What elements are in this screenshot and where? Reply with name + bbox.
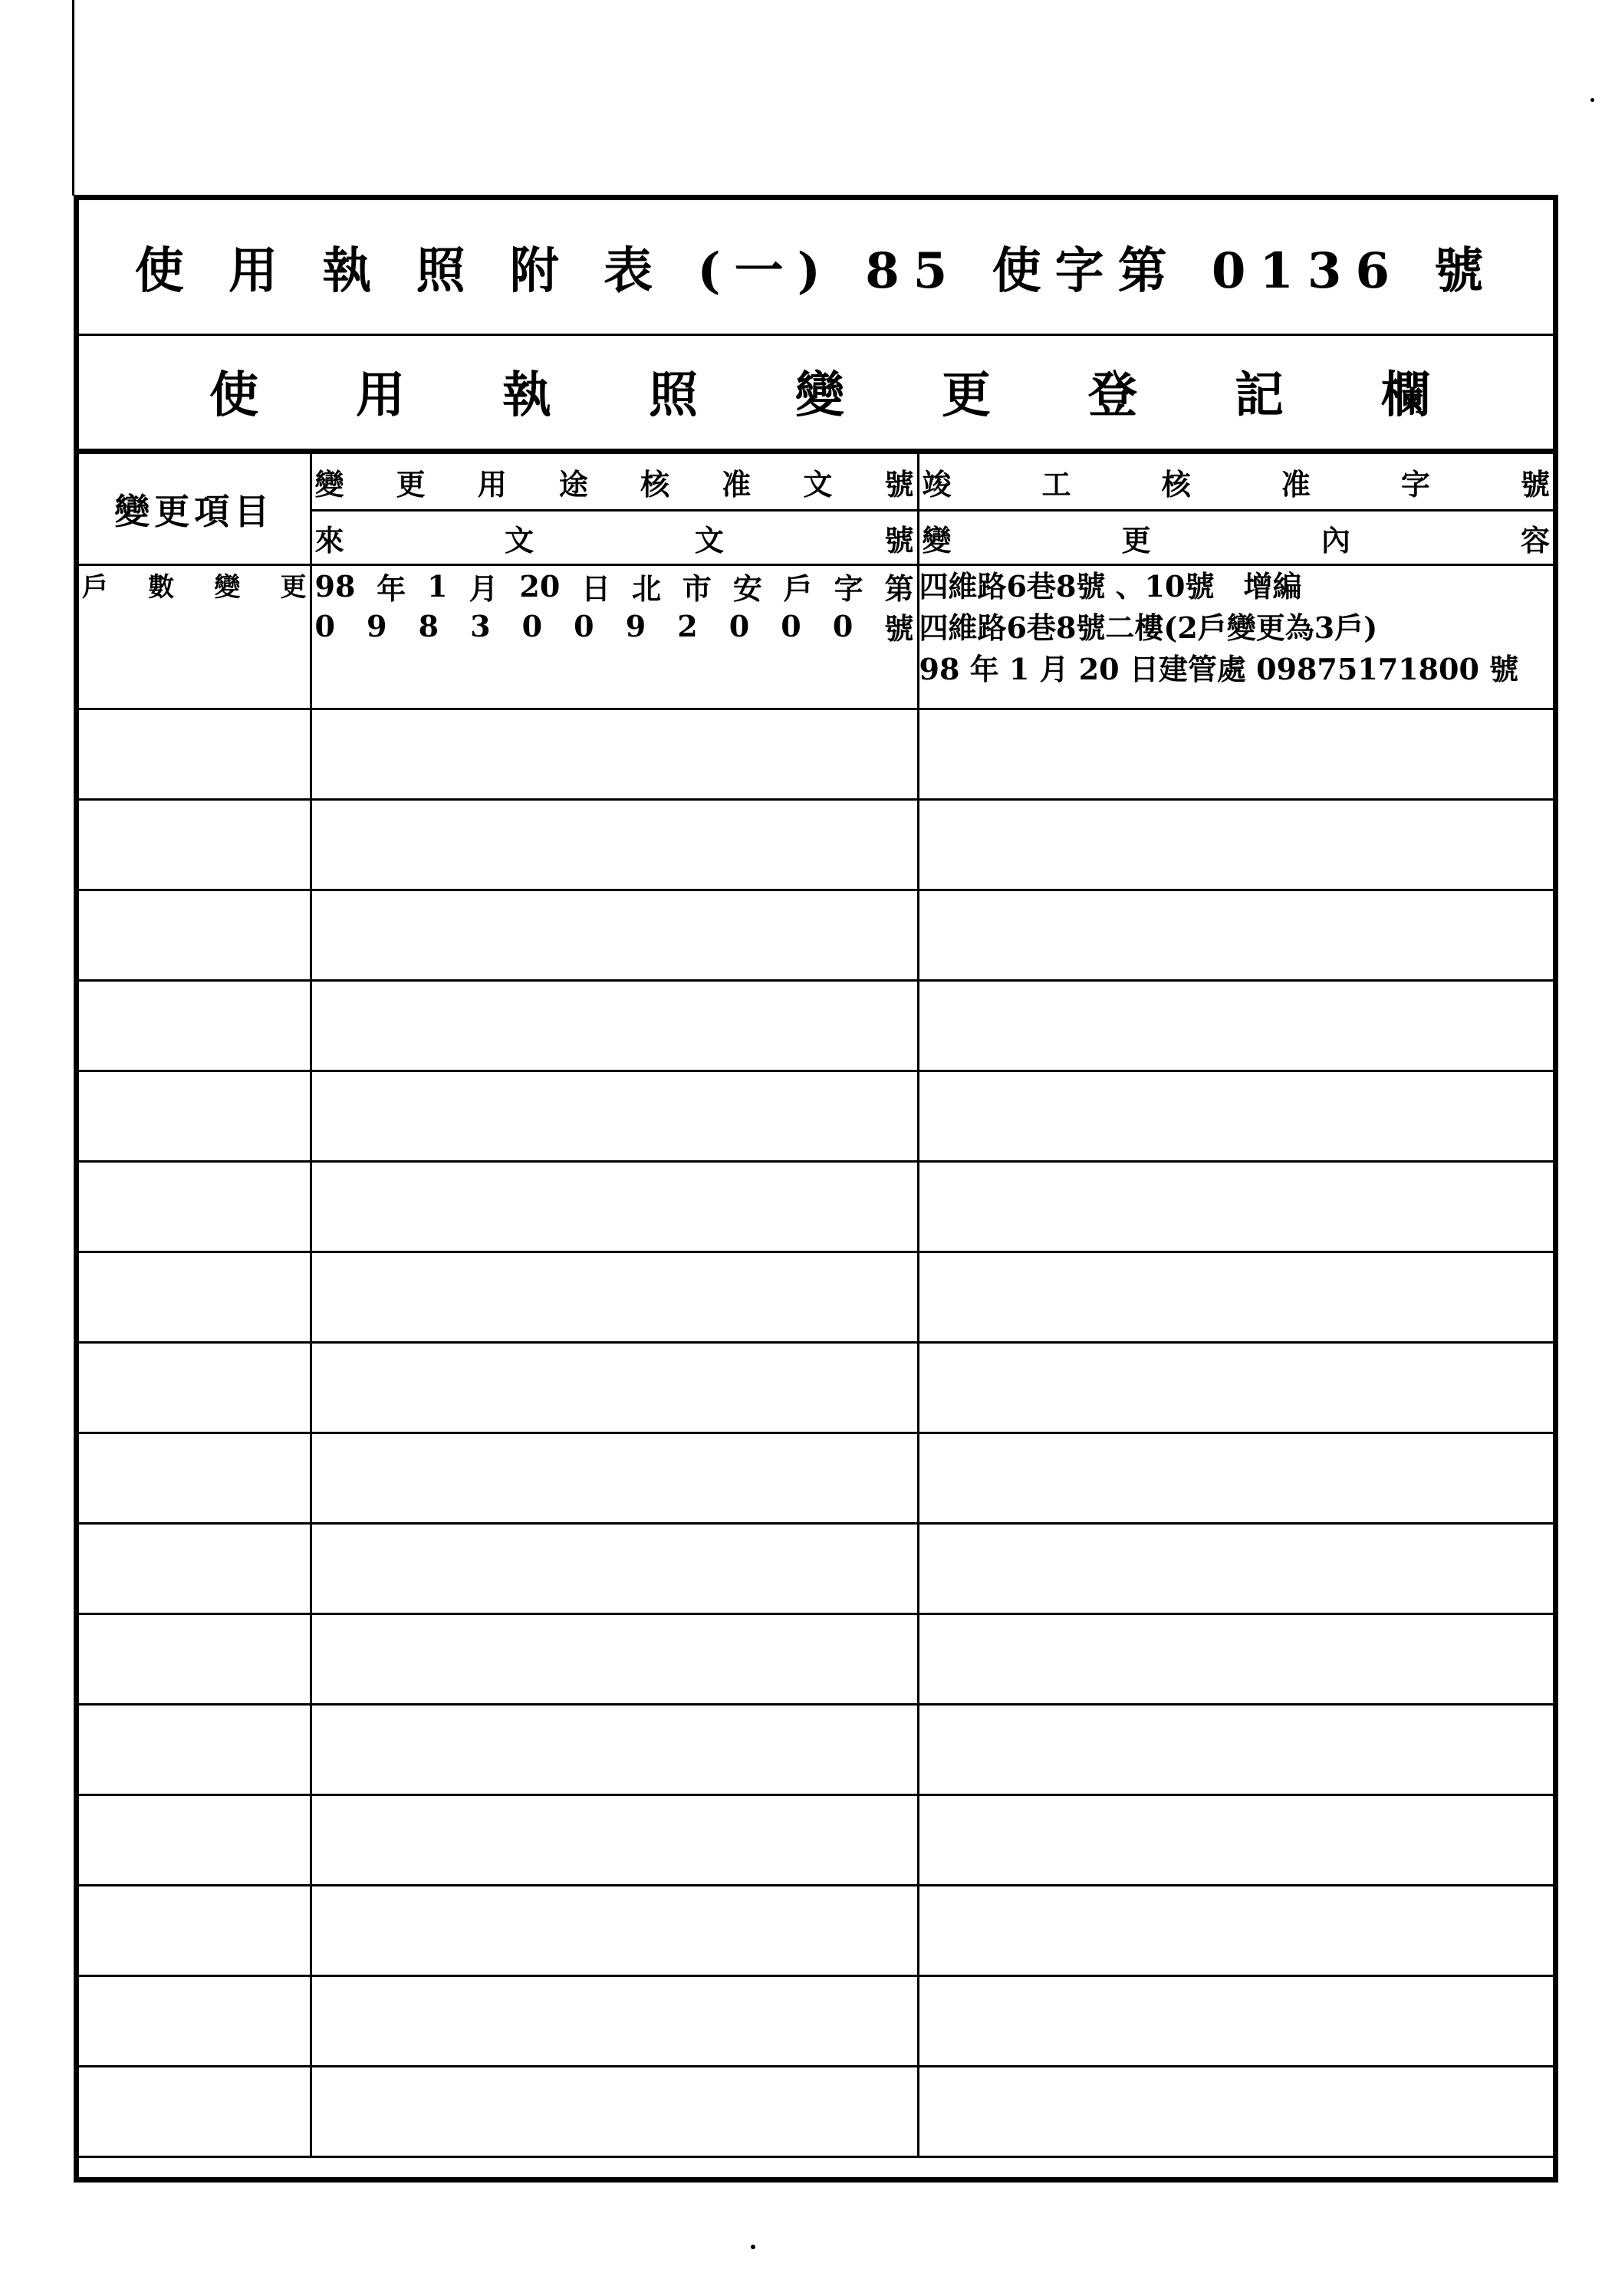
empty-cell (918, 1071, 1553, 1162)
doc-token: 0 (832, 608, 854, 643)
empty-table-row (79, 1614, 1553, 1705)
empty-cell (311, 890, 918, 981)
empty-cell (311, 2067, 918, 2157)
doc-token: 日 (581, 571, 611, 606)
doc-token: 戶 (783, 571, 813, 606)
subtitle-row (79, 334, 1553, 452)
header-char: 用 (477, 466, 507, 502)
doc-token: 0 (314, 608, 335, 643)
header-char: 更 (1121, 522, 1151, 558)
empty-cell (918, 1343, 1553, 1433)
empty-table-row (79, 1886, 1553, 1976)
item-char: 變 (214, 572, 241, 603)
header-char: 更 (396, 466, 426, 502)
doc-token: 9 (625, 608, 646, 643)
subtitle-char: 照 (649, 367, 698, 424)
empty-table-row (79, 1071, 1553, 1162)
subtitle-char: 執 (502, 367, 551, 424)
subtitle-char: 變 (795, 367, 844, 424)
empty-cell (311, 709, 918, 800)
empty-cell (311, 1886, 918, 1976)
empty-cell (79, 1071, 311, 1162)
content-line: 四維路6巷8號 、10號 增編 (919, 569, 1302, 604)
empty-cell (311, 1705, 918, 1795)
doc-number-cell (311, 565, 918, 709)
empty-cell (918, 1433, 1553, 1524)
doc-token: 0 (781, 608, 801, 643)
header-char: 核 (640, 466, 670, 502)
doc-token: 0 (521, 608, 543, 643)
doc-token: 月 (469, 571, 498, 606)
empty-cell (311, 1614, 918, 1705)
subtitle-char: 使 (209, 367, 258, 424)
empty-cell (311, 1795, 918, 1886)
empty-cell (79, 1524, 311, 1614)
empty-cell (79, 1886, 311, 1976)
header-char: 工 (1041, 466, 1071, 502)
item-char: 數 (148, 572, 175, 603)
empty-cell (918, 981, 1553, 1071)
header-char: 准 (1281, 466, 1311, 502)
title-row (79, 200, 1553, 336)
empty-cell (79, 1705, 311, 1795)
empty-cell (918, 1614, 1553, 1705)
doc-token: 號 (884, 610, 914, 646)
empty-cell (918, 1705, 1553, 1795)
empty-cell (79, 800, 311, 890)
empty-cell (311, 1071, 918, 1162)
header-char: 號 (1520, 466, 1550, 502)
header-char: 途 (558, 466, 588, 502)
empty-cell (918, 1524, 1553, 1614)
empty-cell (918, 1162, 1553, 1252)
header-char: 來 (314, 522, 344, 558)
header-char: 號 (884, 522, 914, 558)
empty-cell (311, 800, 918, 890)
change-register-table (79, 452, 1553, 2158)
doc-token: 2 (677, 608, 698, 643)
header-char: 核 (1161, 466, 1191, 502)
header-change-item: 變更項目 (79, 453, 311, 565)
empty-cell (918, 1795, 1553, 1886)
empty-cell (79, 1614, 311, 1705)
empty-cell (79, 1433, 311, 1524)
table-row (79, 565, 1553, 709)
empty-table-row (79, 1162, 1553, 1252)
subtitle-char: 欄 (1381, 367, 1430, 424)
scan-speck (1590, 98, 1594, 102)
empty-cell (311, 1433, 918, 1524)
doc-token: 9 (367, 608, 387, 643)
header-char: 變 (314, 466, 344, 502)
empty-cell (918, 1252, 1553, 1343)
doc-token: 市 (682, 571, 712, 606)
empty-cell (79, 2067, 311, 2157)
empty-cell (79, 981, 311, 1071)
empty-cell (918, 890, 1553, 981)
item-char: 戶 (82, 572, 108, 603)
empty-table-row (79, 2067, 1553, 2157)
form-title: 使 用 執 照 附 表 (一) 85 使字第 0136 號 (134, 242, 1498, 300)
scan-edge-line (72, 0, 74, 196)
empty-cell (918, 709, 1553, 800)
header-char: 文 (803, 466, 833, 502)
empty-cell (79, 1162, 311, 1252)
doc-token: 8 (418, 608, 439, 643)
empty-table-row (79, 890, 1553, 981)
empty-cell (79, 1343, 311, 1433)
empty-cell (918, 2067, 1553, 2157)
scan-speck (751, 2245, 755, 2249)
header-char: 內 (1321, 522, 1350, 558)
item-char: 更 (280, 572, 307, 603)
empty-table-row (79, 1252, 1553, 1343)
empty-table-row (79, 1976, 1553, 2067)
change-item-cell (79, 565, 311, 709)
header-completion-no (918, 453, 1553, 511)
empty-cell (79, 890, 311, 981)
empty-table-row (79, 1343, 1553, 1433)
empty-cell (311, 1252, 918, 1343)
empty-cell (311, 1976, 918, 2067)
empty-cell (918, 800, 1553, 890)
empty-cell (311, 1162, 918, 1252)
empty-cell (79, 1252, 311, 1343)
header-incoming-doc-no (311, 511, 918, 565)
doc-token: 第 (884, 571, 914, 606)
empty-cell (918, 1886, 1553, 1976)
subtitle-char: 用 (356, 367, 405, 424)
content-line: 98 年 1 月 20 日建管處 09875171800 號 (919, 652, 1519, 686)
empty-table-row (79, 800, 1553, 890)
header-change-content (918, 511, 1553, 565)
empty-cell (311, 1343, 918, 1433)
empty-cell (918, 1976, 1553, 2067)
header-char: 竣 (922, 466, 952, 502)
empty-table-row (79, 981, 1553, 1071)
empty-table-row (79, 1705, 1553, 1795)
subtitle-char: 登 (1088, 367, 1137, 424)
header-row-1 (79, 453, 1553, 511)
header-char: 文 (505, 522, 534, 558)
doc-token: 年 (377, 571, 406, 606)
empty-cell (311, 981, 918, 1071)
doc-number-line-2 (312, 606, 917, 646)
doc-token: 3 (470, 608, 491, 643)
header-char: 號 (884, 466, 914, 502)
subtitle-char: 更 (942, 367, 991, 424)
empty-cell (79, 1976, 311, 2067)
empty-cell (79, 1795, 311, 1886)
empty-cell (79, 709, 311, 800)
form-frame (74, 195, 1558, 2183)
empty-table-row (79, 1795, 1553, 1886)
doc-token: 0 (574, 608, 594, 643)
header-char: 字 (1400, 466, 1430, 502)
doc-token: 1 (427, 568, 448, 604)
header-char: 變 (922, 522, 952, 558)
doc-token: 98 (314, 568, 356, 604)
empty-table-row (79, 1524, 1553, 1614)
doc-token: 安 (732, 571, 762, 606)
change-content-cell (918, 565, 1553, 709)
doc-token: 字 (834, 571, 863, 606)
header-char: 容 (1520, 522, 1550, 558)
doc-token: 20 (519, 568, 561, 604)
doc-token: 北 (632, 571, 662, 606)
header-approval-no (311, 453, 918, 511)
subtitle-char: 記 (1235, 367, 1284, 424)
header-char: 准 (722, 466, 752, 502)
doc-token: 0 (729, 608, 750, 643)
empty-table-row (79, 1433, 1553, 1524)
header-char: 文 (694, 522, 724, 558)
content-line: 四維路6巷8號二樓(2戶變更為3戶) (919, 610, 1378, 645)
doc-number-line-1 (312, 566, 917, 606)
empty-cell (311, 1524, 918, 1614)
empty-table-row (79, 709, 1553, 800)
